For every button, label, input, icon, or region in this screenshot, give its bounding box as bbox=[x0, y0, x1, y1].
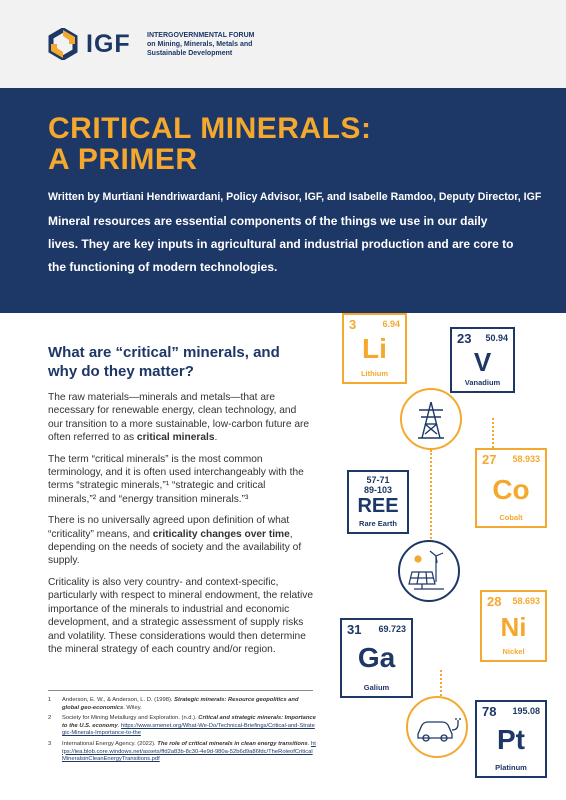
footnote-link[interactable]: https://iea.blob.core.windows.net/assets/ffd2a83b-8c30-4e9d-980a-52b6d9a86fdc/TheRoleofCriticalMineralsinCleanEnergyTransitions.pdf bbox=[62, 740, 316, 763]
footnote bbox=[48, 741, 316, 764]
lead-paragraph: Mineral resources are essential components of the things we use in our daily lives. They are key inputs in agricultural and industrial production and are core to the functioning of modern technologies. bbox=[48, 214, 514, 274]
element-number: 3 bbox=[349, 317, 357, 332]
page-title bbox=[48, 113, 371, 175]
element-mass: 58.693 bbox=[512, 596, 540, 606]
paragraph bbox=[48, 391, 313, 445]
element-symbol: Pt bbox=[497, 724, 525, 755]
org-name-line: on Mining, Minerals, Metals and bbox=[147, 41, 253, 48]
electric-car-circle bbox=[406, 696, 468, 758]
element-symbol: Ni bbox=[500, 612, 527, 642]
element-name: Lithium bbox=[360, 369, 389, 378]
element-name: Cobalt bbox=[499, 513, 523, 522]
element-mass: 195.08 bbox=[512, 706, 540, 716]
footnote-title: The role of critical minerals in clean energy transitions bbox=[157, 740, 308, 747]
element-mass: 50.94 bbox=[485, 333, 508, 343]
element-mass: 6.94 bbox=[382, 319, 400, 329]
element-number: 27 bbox=[482, 452, 497, 467]
paragraph-text: . bbox=[214, 432, 218, 444]
element-number: 28 bbox=[487, 594, 502, 609]
element-number: 31 bbox=[347, 622, 362, 637]
element-symbol: Ga bbox=[357, 642, 396, 673]
element-tile-lithium bbox=[342, 313, 407, 384]
paragraph-text: There is no universally agreed upon definition of what “criticality” means, and bbox=[48, 515, 290, 540]
footnote-text: Society for Mining Metallurgy and Exploration. (n.d.). bbox=[62, 715, 199, 722]
element-name: Nickel bbox=[502, 647, 525, 656]
title-line: A PRIMER bbox=[48, 143, 198, 176]
footnote-link[interactable]: https://www.smenet.org/What-We-Do/Technical-Briefings/Critical-and-Strategic-Minerals-Importance-to-the bbox=[62, 722, 315, 737]
element-symbol: Co bbox=[492, 474, 530, 505]
footnote-text: Anderson, E. W., & Anderson, L. D. (1998). bbox=[62, 697, 175, 703]
paragraph-text: The raw materials—minerals and metals—that are necessary for renewable energy, clean technology, and our transition to a more sustainable, low-carbon future are often referred to as bbox=[48, 392, 310, 444]
emphasis: critical minerals bbox=[136, 432, 215, 444]
power-tower-circle bbox=[400, 388, 462, 450]
element-name: Galium bbox=[363, 683, 390, 692]
byline: Written by Murtiani Hendriwardani, Policy Advisor, IGF, and Isabelle Ramdoo, Deputy Director, IGF bbox=[48, 191, 542, 203]
footnote-text: International Energy Agency. (2022). bbox=[62, 740, 158, 747]
org-name-line: Sustainable Development bbox=[147, 50, 233, 57]
footnote-title: Strategic minerals: Resource geopolitics and global geo-economics bbox=[62, 697, 299, 711]
renewable-energy-icon bbox=[400, 542, 458, 600]
element-tile-rare-earth bbox=[347, 470, 409, 534]
footnote-number: 1 bbox=[48, 697, 52, 703]
element-name: Rare Earth bbox=[359, 519, 397, 528]
footnote-text: . bbox=[117, 722, 121, 729]
element-tile-vanadium bbox=[450, 327, 515, 393]
element-tile-platinum bbox=[475, 700, 547, 778]
footnote-number: 2 bbox=[48, 715, 52, 722]
element-name: Platinum bbox=[495, 763, 527, 772]
footnotes bbox=[48, 697, 316, 767]
element-tile-cobalt bbox=[475, 448, 547, 528]
paragraph-text: , depending on the needs of society and the availability of supply. bbox=[48, 528, 302, 567]
title-line: CRITICAL MINERALS: bbox=[48, 112, 372, 145]
element-tile-nickel bbox=[480, 590, 547, 662]
org-name bbox=[147, 31, 254, 58]
section-heading: What are “critical” minerals, and why do they matter? bbox=[48, 344, 280, 380]
electric-car-icon bbox=[408, 698, 466, 756]
element-mass: 69.723 bbox=[378, 624, 406, 634]
footnote-text: . bbox=[307, 740, 311, 747]
footnote bbox=[48, 697, 316, 712]
element-number: 57-71 bbox=[366, 475, 390, 485]
footnote-text: . Wiley. bbox=[123, 704, 142, 711]
footnote-divider bbox=[48, 690, 313, 691]
element-number: 78 bbox=[482, 704, 497, 719]
element-symbol: V bbox=[473, 347, 492, 377]
logo-wordmark: IGF bbox=[86, 30, 131, 58]
emphasis: criticality changes over time bbox=[152, 528, 290, 540]
footnote-number: 3 bbox=[48, 740, 52, 747]
element-number-secondary: 89-103 bbox=[363, 485, 393, 495]
dotted-connector bbox=[430, 450, 432, 550]
element-number: 23 bbox=[457, 331, 472, 346]
igf-logo-icon bbox=[48, 28, 78, 60]
paragraph: Criticality is also very country- and context-specific, particularly with respect to mineral endowment, the relative importance of the minerals to industrial and economic development, and a strategic assessment of supply risks and volatility. These considerations would then determine the mineral strategy of each country and/or region. bbox=[48, 576, 313, 655]
paragraph: The term “critical minerals” is the most common terminology, and it is often used interchangeably with the terms “strategic minerals,”¹ “strategic and critical minerals,”² and “energy transition minerals.”³ bbox=[48, 453, 304, 505]
renewable-energy-circle bbox=[398, 540, 460, 602]
element-name: Vanadium bbox=[464, 378, 501, 387]
footnote bbox=[48, 715, 316, 738]
article-body bbox=[48, 343, 313, 664]
element-tile-gallium bbox=[340, 618, 413, 698]
paragraph bbox=[48, 514, 313, 568]
header-band bbox=[0, 0, 566, 88]
element-symbol: REE bbox=[357, 495, 399, 517]
power-tower-icon bbox=[402, 390, 460, 448]
element-mass: 58.933 bbox=[512, 454, 540, 464]
hero-banner bbox=[0, 88, 566, 313]
footnote-title: Critical and strategic minerals: Importance to the U.S. economy bbox=[62, 715, 316, 729]
element-symbol: Li bbox=[362, 333, 387, 364]
dotted-connector bbox=[492, 418, 494, 448]
org-name-line: INTERGOVERNMENTAL FORUM bbox=[147, 32, 255, 39]
